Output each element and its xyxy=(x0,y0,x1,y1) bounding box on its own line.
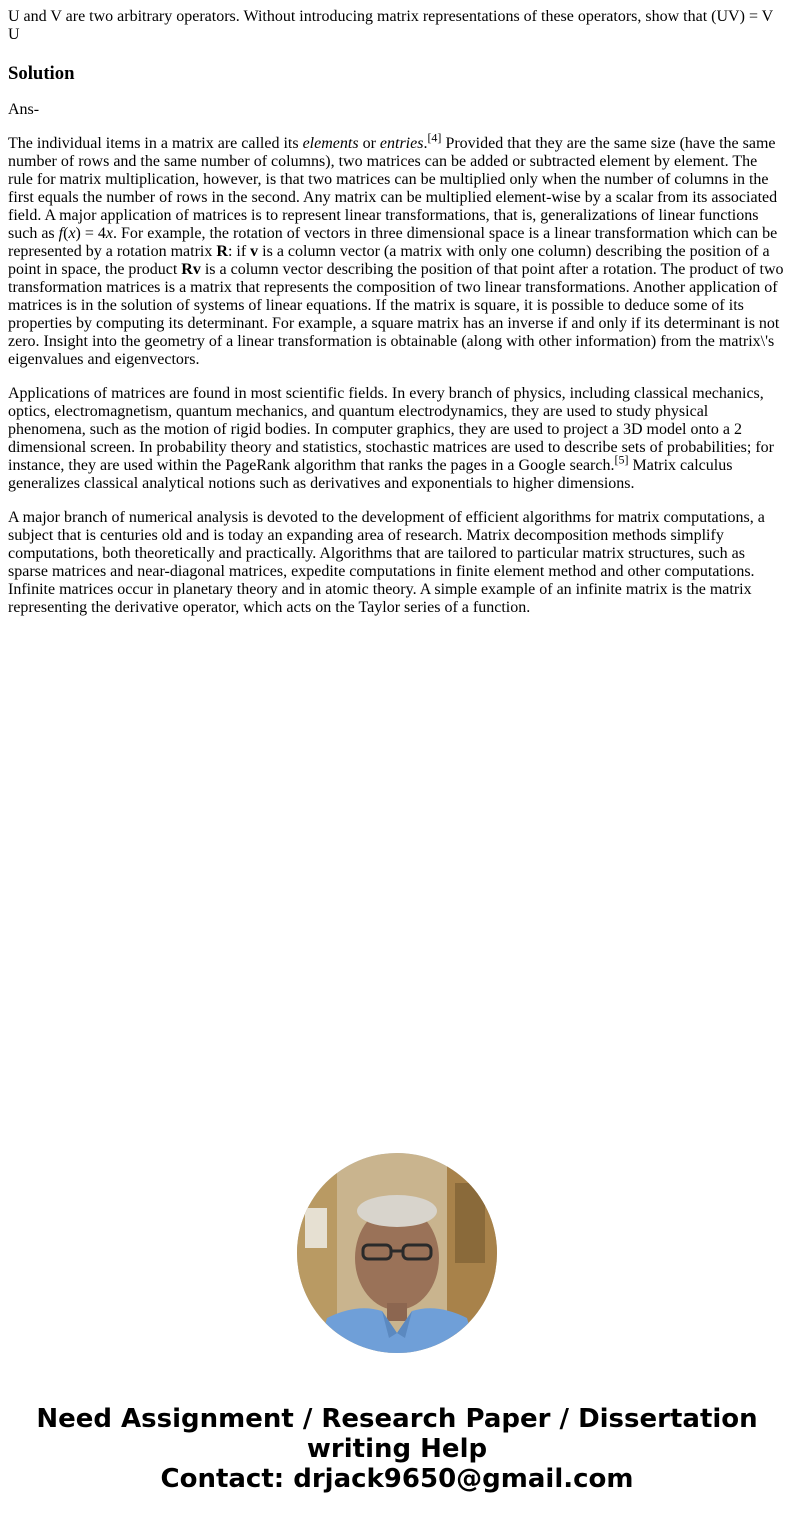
p1-text: or xyxy=(358,135,380,152)
citation-5[interactable]: [5] xyxy=(614,452,629,467)
matrix-R: R xyxy=(216,243,228,260)
solution-heading: Solution xyxy=(8,63,75,84)
term-entries: entries xyxy=(379,135,424,152)
product-Rv: Rv xyxy=(181,261,201,278)
p1-text: . xyxy=(423,135,428,152)
p1-text: . For example, the rotation of vectors in three dimensional space is a linear transformation which can be represented by a rotation matrix xyxy=(8,225,778,260)
paragraph-2 xyxy=(8,385,786,493)
author-photo xyxy=(297,1153,497,1353)
citation-4[interactable]: [4] xyxy=(427,130,442,145)
ans-label: Ans- xyxy=(8,101,40,118)
math-x: x xyxy=(105,225,114,242)
p1-text: Provided that they are the same size (have the same number of rows and the same number of columns), two matrices can be added or subtracted element by element. The rule for matrix multiplication, however, is that two matrices can be multiplied only when the number of columns in the first equals the number of rows in the second. Any matrix can be multiplied element-wise by a scalar from its associated field. A major application of matrices is to represent linear transformations, that is, generalizations of linear functions such as xyxy=(8,135,778,242)
promo-line: Need Assignment / Research Paper / Dissertation xyxy=(36,1404,758,1434)
p1-text: : if xyxy=(227,243,251,260)
paragraph-3: A major branch of numerical analysis is devoted to the development of efficient algorithms for matrix computations, a subject that is centuries old and is today an expanding area of research. Matrix decomposition methods simplify computations, both theoretically and practically. Algorithms that are tailored to particular matrix structures, such as sparse matrices and near-diagonal matrices, expedite computations in finite element method and other computations. Infinite matrices occur in planetary theory and in atomic theory. A simple example of an infinite matrix is the matrix representing the derivative operator, which acts on the Taylor series of a function. xyxy=(8,509,765,616)
p1-text: ) = 4 xyxy=(75,225,106,242)
p2-text: Applications of matrices are found in most scientific fields. In every branch of physics, including classical mechanics, optics, electromagnetism, quantum mechanics, and quantum electrodynamics, they are used to study physical phenomena, such as the motion of rigid bodies. In computer graphics, they are used to project a 3D model onto a 2 dimensional screen. In probability theory and statistics, stochastic matrices are used to describe sets of probabilities; for instance, they are used within the PageRank algorithm that ranks the pages in a Google search. xyxy=(8,385,775,474)
math-x: x xyxy=(68,225,76,242)
p1-text: The individual items in a matrix are called its xyxy=(8,135,303,152)
p1-text: ( xyxy=(63,225,69,242)
vector-v: v xyxy=(250,243,259,260)
math-f: f xyxy=(58,225,64,242)
avatar xyxy=(297,1153,497,1353)
promo-line: writing Help xyxy=(306,1434,488,1464)
question-text: U and V are two arbitrary operators. Without introducing matrix representations of these operators, show that (UV) = V U xyxy=(8,8,773,43)
document-body xyxy=(8,8,786,617)
p1-text: is a column vector describing the position of that point after a rotation. The product of two transformation matrices is a matrix that represents the composition of two linear transformations. Another application of matrices is in the solution of systems of linear equations. If the matrix is square, it is possible to deduce some of its properties by computing its determinant. For example, a square matrix has an inverse if and only if its determinant is not zero. Insight into the geometry of a linear transformation is obtainable (along with other information) from the matrix\'s eigenvalues and eigenvectors. xyxy=(8,261,784,368)
p2-text: Matrix calculus generalizes classical analytical notions such as derivatives and exponentials to higher dimensions. xyxy=(8,457,733,492)
term-elements: elements xyxy=(302,135,359,152)
p1-text: is a column vector (a matrix with only one column) describing the position of a point in space, the product xyxy=(8,243,770,278)
promo-contact[interactable]: Contact: drjack9650@gmail.com xyxy=(160,1464,634,1494)
promo-banner xyxy=(0,1404,794,1494)
paragraph-1 xyxy=(8,130,786,369)
